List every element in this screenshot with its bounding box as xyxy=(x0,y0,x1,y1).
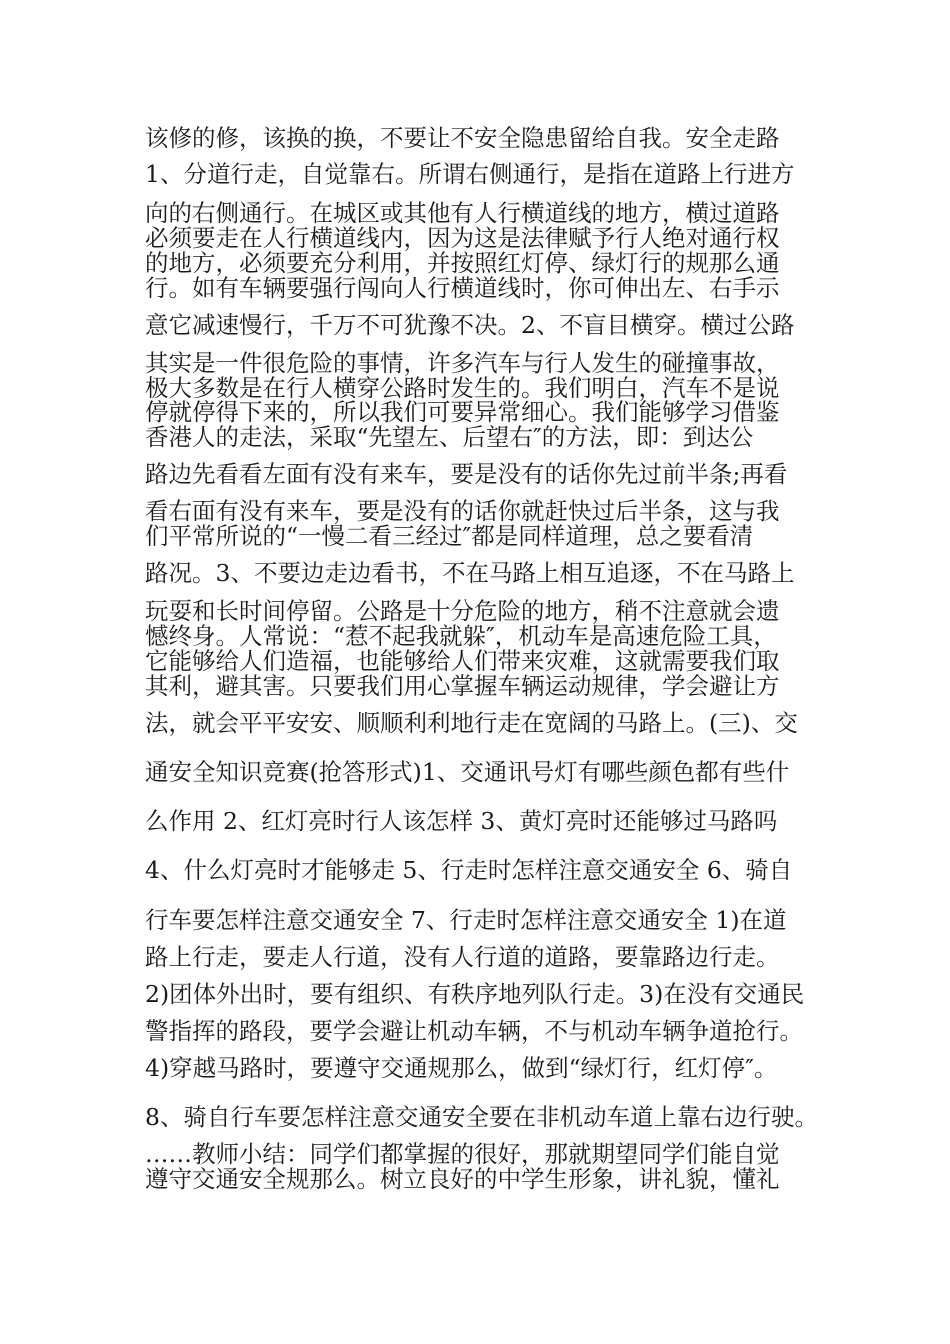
text-line: 法，就会平平安安、顺顺利利地行走在宽阔的马路上。(三)、交 xyxy=(145,709,798,737)
text-line: 2)团体外出时，要有组织、有秩序地列队行走。3)在没有交通民 xyxy=(145,980,805,1008)
text-line: ……教师小结：同学们都掌握的很好，那就期望同学们能自觉 xyxy=(145,1140,780,1168)
text-line: 玩耍和长时间停留。公路是十分危险的地方，稍不注意就会遗 xyxy=(145,597,780,625)
text-line: 香港人的走法，采取“先望左、后望右″的方法，即：到达公 xyxy=(145,423,754,451)
text-line: 憾终身。人常说：“惹不起我就躲″，机动车是高速危险工具， xyxy=(145,622,777,650)
text-line: 极大多数是在行人横穿公路时发生的。我们明白，汽车不是说 xyxy=(145,374,780,402)
text-line: 的地方，必须要充分利用，并按照红灯停、绿灯行的规那么通 xyxy=(145,249,780,277)
text-line: 4)穿越马路时，要遵守交通规那么，做到“绿灯行，红灯停″。 xyxy=(145,1054,778,1082)
text-line: 看右面有没有来车，要是没有的话你就赶快过后半条，这与我 xyxy=(145,497,780,525)
text-line: 其实是一件很危险的事情，许多汽车与行人发生的碰撞事故， xyxy=(145,349,780,377)
text-line: 其利，避其害。只要我们用心掌握车辆运动规律，学会避让方 xyxy=(145,672,780,700)
text-line: 必须要走在人行横道线内，因为这是法律赋予行人绝对通行权 xyxy=(145,224,780,252)
text-line: 遵守交通安全规那么。树立良好的中学生形象，讲礼貌，懂礼 xyxy=(145,1165,780,1193)
text-line: 么作用 2、红灯亮时行人该怎样 3、黄灯亮时还能够过马路吗 xyxy=(145,807,778,835)
text-line: 路上行走，要走人行道，没有人行道的道路，要靠路边行走。 xyxy=(145,943,780,971)
text-line: 向的右侧通行。在城区或其他有人行横道线的地方，横过道路 xyxy=(145,199,780,227)
text-line: 通安全知识竞赛(抢答形式)1、交通讯号灯有哪些颜色都有些什 xyxy=(145,758,790,786)
text-line: 意它减速慢行，千万不可犹豫不决。2、不盲目横穿。横过公路 xyxy=(145,311,795,339)
text-line: 路况。3、不要边走边看书，不在马路上相互追逐，不在马路上 xyxy=(145,559,795,587)
text-line: 1、分道行走，自觉靠右。所谓右侧通行，是指在道路上行进方 xyxy=(145,160,795,188)
text-line: 4、什么灯亮时才能够走 5、行走时怎样注意交通安全 6、骑自 xyxy=(145,856,793,884)
text-line: 停就停得下来的，所以我们可要异常细心。我们能够学习借鉴 xyxy=(145,398,780,426)
text-line: 路边先看看左面有没有来车，要是没有的话你先过前半条;再看 xyxy=(145,460,788,488)
text-line: 行车要怎样注意交通安全 7、行走时怎样注意交通安全 1)在道 xyxy=(145,906,787,934)
text-line: 它能够给人们造福，也能够给人们带来灾难，这就需要我们取 xyxy=(145,647,780,675)
text-line: 该修的修，该换的换，不要让不安全隐患留给自我。安全走路 xyxy=(145,124,780,152)
text-line: 8、骑自行车要怎样注意交通安全要在非机动车道上靠右边行驶。 xyxy=(145,1103,818,1131)
text-line: 们平常所说的“一慢二看三经过″都是同样道理，总之要看清 xyxy=(145,522,754,550)
text-line: 行。如有车辆要强行闯向人行横道线时，你可伸出左、右手示 xyxy=(145,274,780,302)
text-line: 警指挥的路段，要学会避让机动车辆，不与机动车辆争道抢行。 xyxy=(145,1017,803,1045)
